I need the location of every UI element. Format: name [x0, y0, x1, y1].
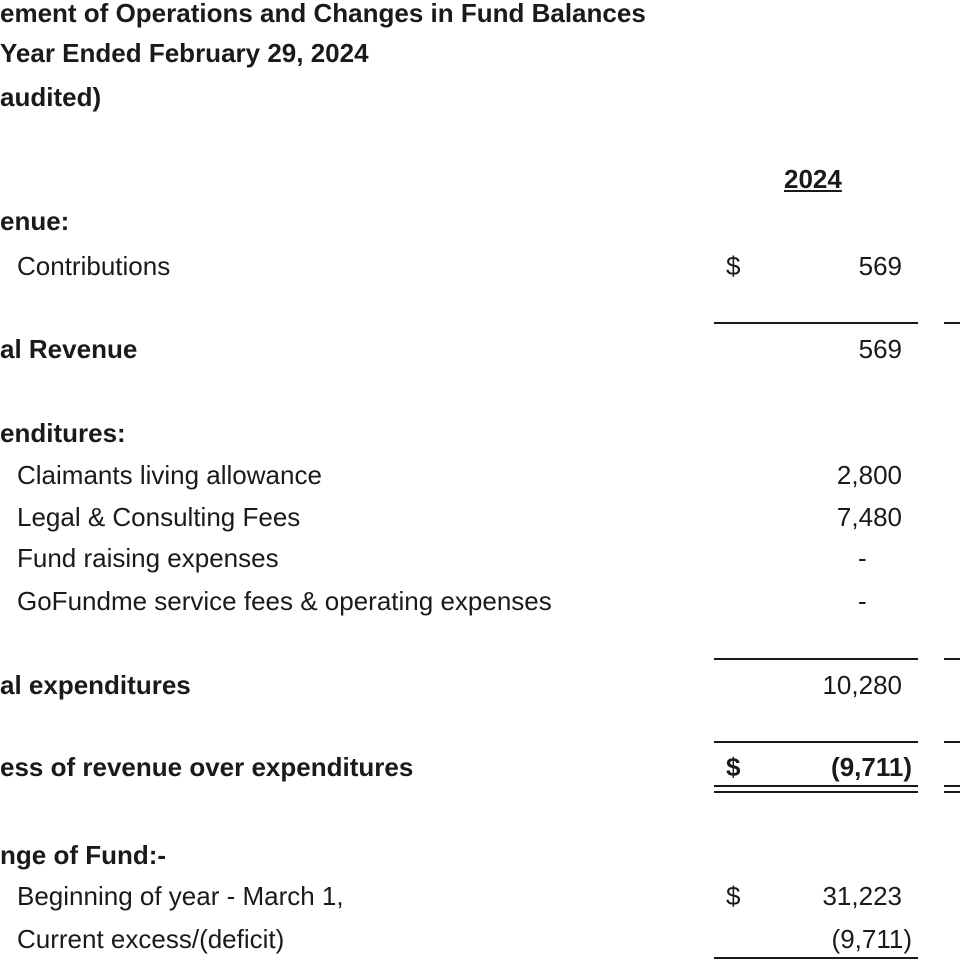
fund-change-subtotal-rule: [714, 957, 918, 959]
excess-top-rule: [714, 741, 918, 743]
gofundme-fees-value: -: [858, 586, 867, 616]
revenue-subtotal-rule: [714, 322, 918, 324]
gofundme-fees-label: GoFundme service fees & operating expenses: [17, 586, 552, 616]
revenue-heading: enue:: [0, 206, 70, 236]
excess-label: ess of revenue over expenditures: [0, 752, 414, 782]
excess-currency: $: [726, 752, 741, 782]
revenue-subtotal-rule-next-column: [944, 322, 960, 324]
expenditures-heading: enditures:: [0, 418, 126, 448]
contributions-label: Contributions: [17, 251, 171, 281]
legal-fees-label: Legal & Consulting Fees: [17, 502, 301, 532]
beginning-of-year-value: 31,223: [822, 881, 902, 911]
statement-period: Year Ended February 29, 2024: [0, 38, 369, 68]
excess-value: (9,711): [831, 752, 912, 782]
fund-raising-value: -: [858, 543, 867, 573]
current-excess-label: Current excess/(deficit): [17, 924, 285, 954]
beginning-of-year-currency: $: [726, 881, 741, 911]
audit-status: audited): [0, 82, 102, 112]
total-expenditures-label: al expenditures: [0, 670, 191, 700]
living-allowance-value: 2,800: [836, 460, 902, 490]
total-revenue-value: 569: [858, 334, 902, 364]
fund-change-heading: nge of Fund:-: [0, 840, 167, 870]
excess-double-rule: [714, 785, 918, 793]
living-allowance-label: Claimants living allowance: [17, 460, 322, 490]
total-expenditures-value: 10,280: [822, 670, 902, 700]
current-excess-value: (9,711): [831, 924, 912, 954]
contributions-value: 569: [858, 251, 902, 281]
fund-raising-label: Fund raising expenses: [17, 543, 279, 573]
statement-title: ement of Operations and Changes in Fund Balances: [0, 0, 646, 28]
legal-fees-value: 7,480: [836, 502, 902, 532]
expenditures-subtotal-rule-next-column: [944, 658, 960, 660]
year-column-header: 2024: [784, 164, 842, 194]
excess-double-rule-next-column: [944, 785, 960, 793]
beginning-of-year-label: Beginning of year - March 1,: [17, 881, 344, 911]
total-revenue-label: al Revenue: [0, 334, 138, 364]
contributions-currency: $: [726, 251, 741, 281]
excess-top-rule-next-column: [944, 741, 960, 743]
expenditures-subtotal-rule: [714, 658, 918, 660]
